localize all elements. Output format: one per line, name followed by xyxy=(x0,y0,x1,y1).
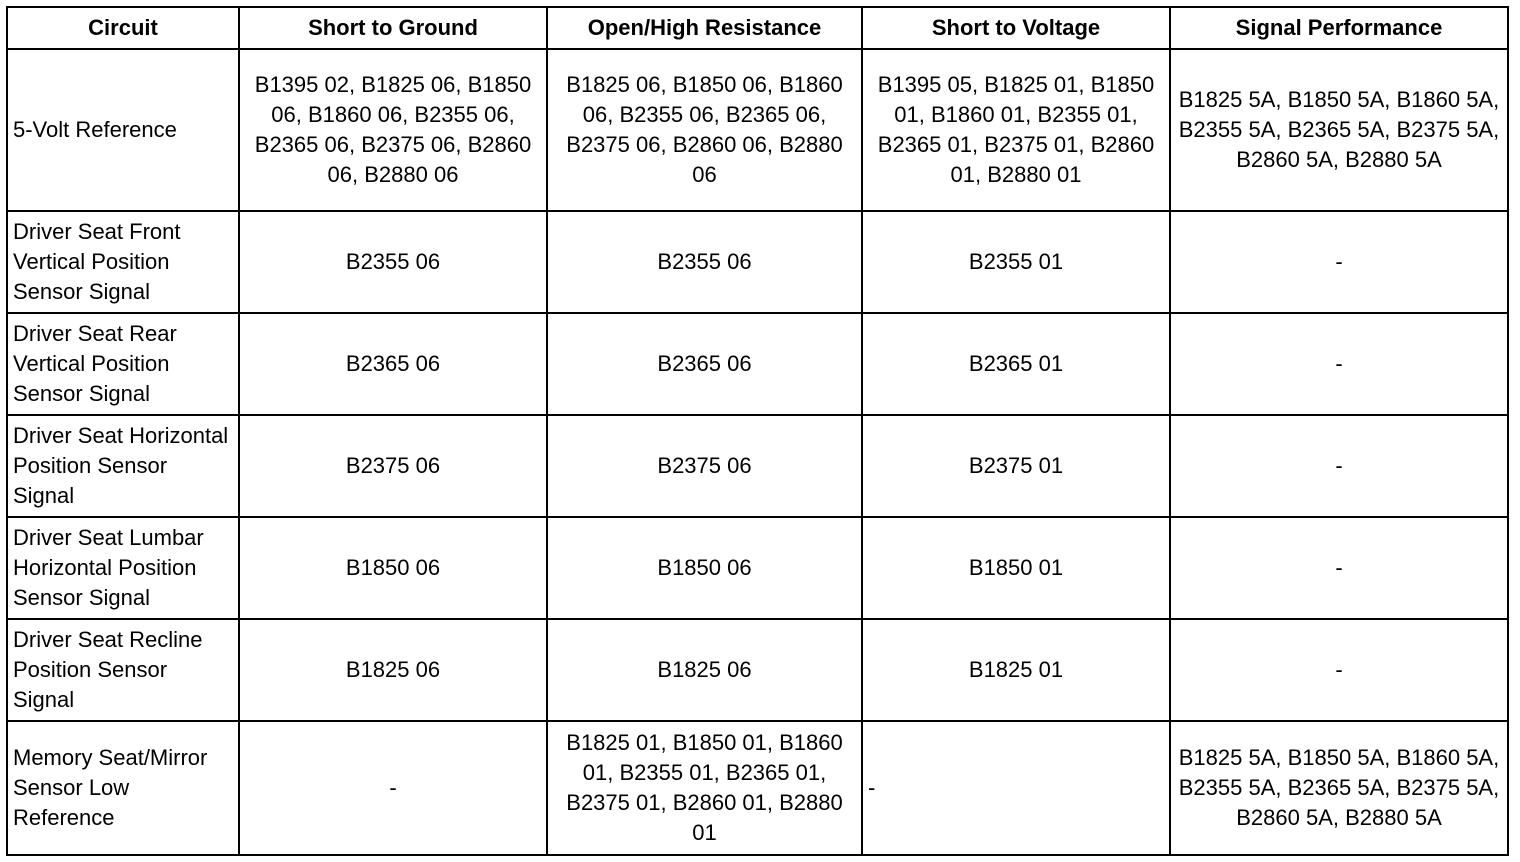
short-to-voltage-cell: B1395 05, B1825 01, B1850 01, B1860 01, B2355 01, B2365 01, B2375 01, B2860 01, B2880 01 xyxy=(862,49,1170,211)
circuit-cell: Driver Seat Recline Position Sensor Signal xyxy=(7,619,239,721)
signal-performance-cell: - xyxy=(1170,619,1508,721)
open-high-resistance-cell: B2375 06 xyxy=(547,415,862,517)
short-to-voltage-cell: B1850 01 xyxy=(862,517,1170,619)
header-short-to-voltage: Short to Voltage xyxy=(862,7,1170,49)
short-to-ground-cell: B1395 02, B1825 06, B1850 06, B1860 06, B2355 06, B2365 06, B2375 06, B2860 06, B2880 06 xyxy=(239,49,547,211)
table-row xyxy=(7,211,1508,313)
circuit-cell: Memory Seat/Mirror Sensor Low Reference xyxy=(7,721,239,855)
short-to-ground-cell: B1825 06 xyxy=(239,619,547,721)
circuit-cell: Driver Seat Lumbar Horizontal Position Sensor Signal xyxy=(7,517,239,619)
signal-performance-cell: - xyxy=(1170,313,1508,415)
short-to-ground-cell: B1850 06 xyxy=(239,517,547,619)
open-high-resistance-cell: B1825 06, B1850 06, B1860 06, B2355 06, B2365 06, B2375 06, B2860 06, B2880 06 xyxy=(547,49,862,211)
open-high-resistance-cell: B1825 01, B1850 01, B1860 01, B2355 01, B2365 01, B2375 01, B2860 01, B2880 01 xyxy=(547,721,862,855)
short-to-voltage-cell: B2355 01 xyxy=(862,211,1170,313)
short-to-voltage-cell: - xyxy=(862,721,1170,855)
circuit-cell: Driver Seat Front Vertical Position Sensor Signal xyxy=(7,211,239,313)
header-open-high-resistance: Open/High Resistance xyxy=(547,7,862,49)
table-row xyxy=(7,313,1508,415)
dtc-circuit-table xyxy=(6,6,1509,856)
table-row xyxy=(7,49,1508,211)
circuit-cell: Driver Seat Horizontal Position Sensor Signal xyxy=(7,415,239,517)
table-row xyxy=(7,517,1508,619)
dtc-circuit-table-container xyxy=(6,6,1507,856)
circuit-cell: Driver Seat Rear Vertical Position Sensor Signal xyxy=(7,313,239,415)
open-high-resistance-cell: B1825 06 xyxy=(547,619,862,721)
open-high-resistance-cell: B2365 06 xyxy=(547,313,862,415)
short-to-voltage-cell: B1825 01 xyxy=(862,619,1170,721)
header-circuit: Circuit xyxy=(7,7,239,49)
signal-performance-cell: B1825 5A, B1850 5A, B1860 5A, B2355 5A, B2365 5A, B2375 5A, B2860 5A, B2880 5A xyxy=(1170,721,1508,855)
header-signal-performance: Signal Performance xyxy=(1170,7,1508,49)
signal-performance-cell: B1825 5A, B1850 5A, B1860 5A, B2355 5A, B2365 5A, B2375 5A, B2860 5A, B2880 5A xyxy=(1170,49,1508,211)
circuit-cell: 5-Volt Reference xyxy=(7,49,239,211)
signal-performance-cell: - xyxy=(1170,211,1508,313)
short-to-ground-cell: - xyxy=(239,721,547,855)
short-to-ground-cell: B2375 06 xyxy=(239,415,547,517)
short-to-voltage-cell: B2365 01 xyxy=(862,313,1170,415)
open-high-resistance-cell: B1850 06 xyxy=(547,517,862,619)
signal-performance-cell: - xyxy=(1170,517,1508,619)
open-high-resistance-cell: B2355 06 xyxy=(547,211,862,313)
short-to-ground-cell: B2365 06 xyxy=(239,313,547,415)
table-row xyxy=(7,415,1508,517)
table-header-row xyxy=(7,7,1508,49)
short-to-ground-cell: B2355 06 xyxy=(239,211,547,313)
short-to-voltage-cell: B2375 01 xyxy=(862,415,1170,517)
table-row xyxy=(7,619,1508,721)
signal-performance-cell: - xyxy=(1170,415,1508,517)
header-short-to-ground: Short to Ground xyxy=(239,7,547,49)
table-row xyxy=(7,721,1508,855)
